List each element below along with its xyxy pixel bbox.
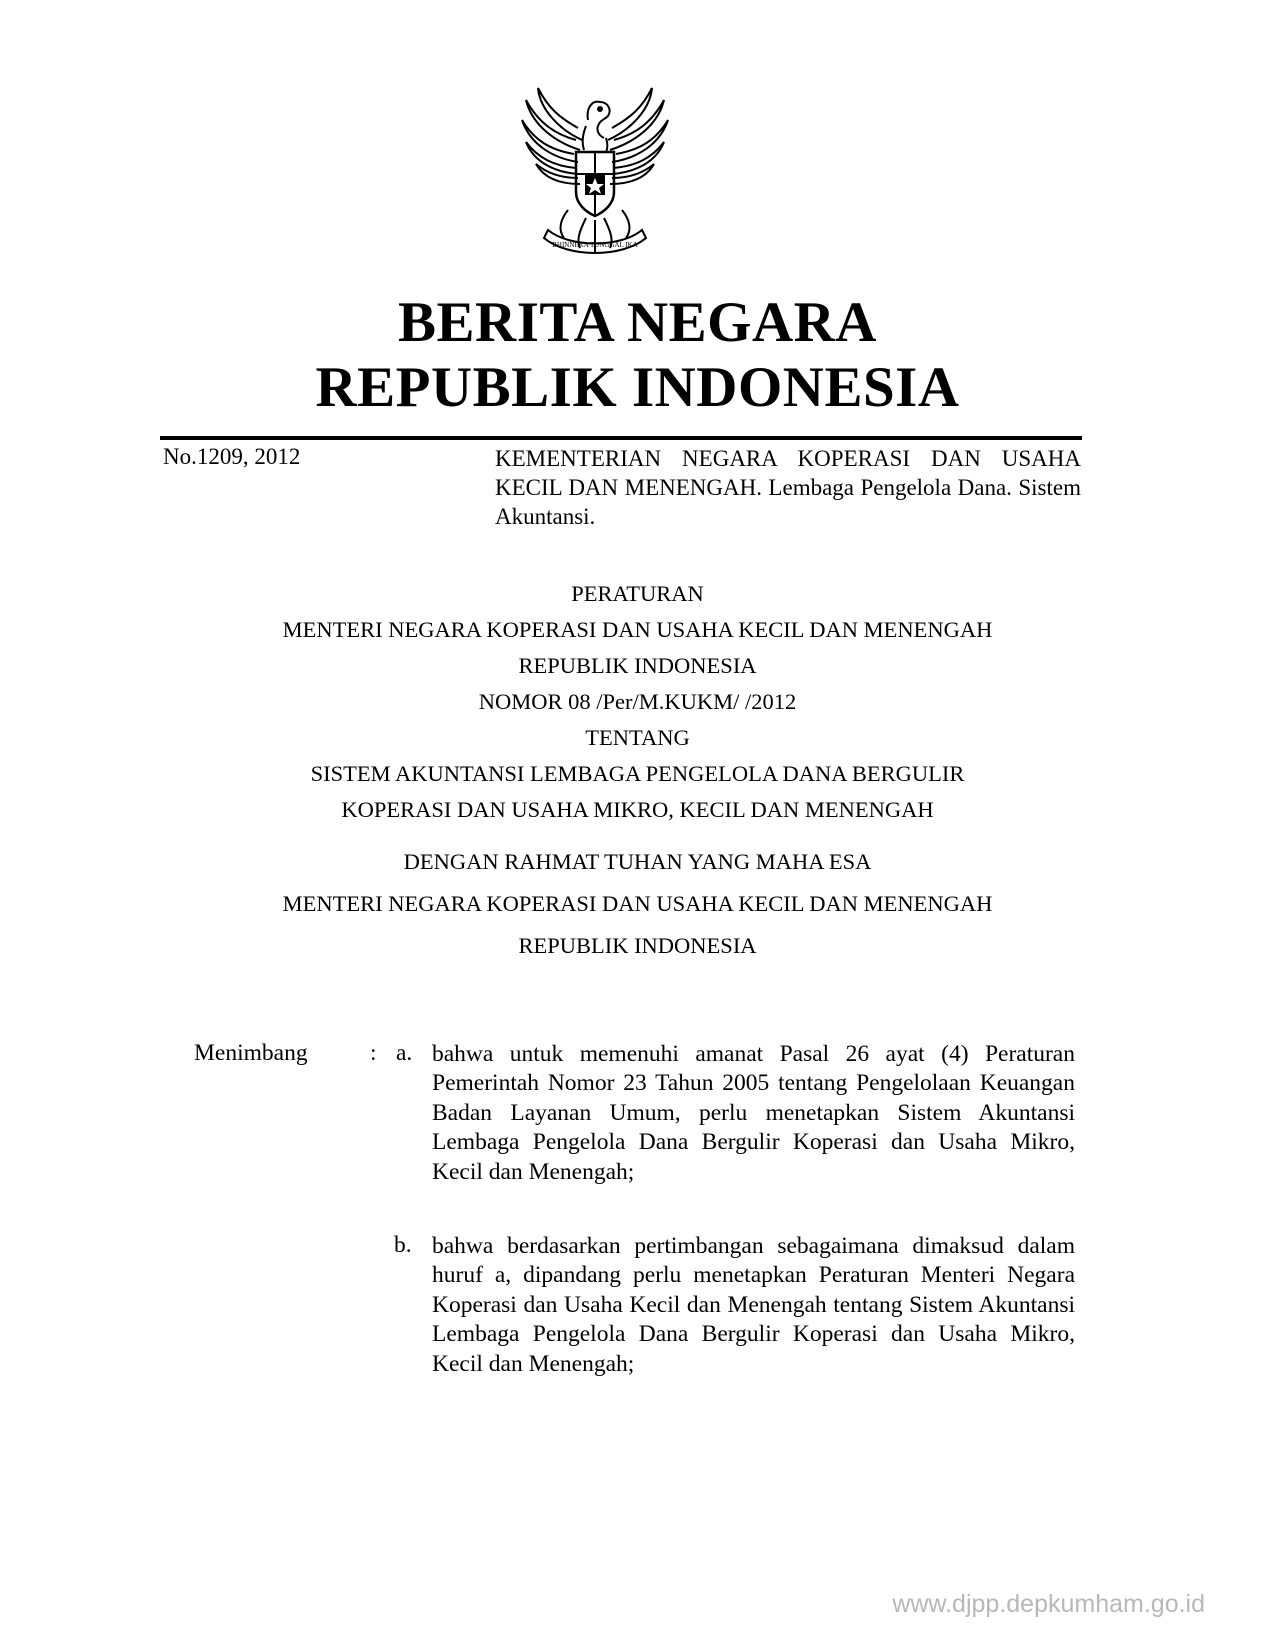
masthead-divider bbox=[160, 436, 1082, 440]
consideration-a-label: a. bbox=[396, 1040, 413, 1066]
footer-url: www.djpp.depkumham.go.id bbox=[892, 1590, 1205, 1618]
regulation-issuer-country: REPUBLIK INDONESIA bbox=[518, 653, 757, 678]
preamble-line1: DENGAN RAHMAT TUHAN YANG MAHA ESA bbox=[403, 849, 872, 874]
considerations-separator: : bbox=[370, 1040, 377, 1066]
regulation-title-line2: KOPERASI DAN USAHA MIKRO, KECIL DAN MENENGAH bbox=[341, 797, 934, 822]
garuda-pancasila-emblem bbox=[520, 80, 670, 270]
regulation-type: PERATURAN bbox=[571, 581, 704, 606]
regulation-about: TENTANG bbox=[585, 725, 690, 750]
emblem-motto: BHINNEKA TUNGGAL IKA bbox=[552, 241, 638, 249]
regulation-title-line1: SISTEM AKUNTANSI LEMBAGA PENGELOLA DANA BERGULIR bbox=[310, 761, 965, 786]
issue-subject: KEMENTERIAN NEGARA KOPERASI DAN USAHA KECIL DAN MENENGAH. Lembaga Pengelola Dana. Sistem Akuntansi. bbox=[495, 446, 1081, 529]
consideration-b-text: bahwa berdasarkan pertimbangan sebagaimana dimaksud dalam huruf a, dipandang perlu menetapkan Peraturan Menteri Negara Koperasi dan Usaha Kecil dan Menengah tentang Sistem Akuntansi Lembaga Pengelola Dana Bergulir Koperasi dan Usaha Mikro, Kecil dan Menengah; bbox=[432, 1233, 1075, 1377]
consideration-a-text: bahwa untuk memenuhi amanat Pasal 26 ayat (4) Peraturan Pemerintah Nomor 23 Tahun 2005 tentang Pengelolaan Keuangan Badan Layanan Umum, perlu menetapkan Sistem Akuntansi Lembaga Pengelola Dana Bergulir Koperasi dan Usaha Mikro, Kecil dan Menengah; bbox=[432, 1041, 1075, 1185]
consideration-b-label: b. bbox=[394, 1232, 412, 1258]
regulation-issuer: MENTERI NEGARA KOPERASI DAN USAHA KECIL DAN MENENGAH bbox=[282, 617, 993, 642]
preamble-line3: REPUBLIK INDONESIA bbox=[518, 933, 757, 958]
issue-number: No.1209, 2012 bbox=[163, 444, 301, 469]
regulation-number: NOMOR 08 /Per/M.KUKM/ /2012 bbox=[478, 689, 797, 714]
masthead-title: BERITA NEGARA bbox=[398, 291, 877, 354]
masthead-subtitle: REPUBLIK INDONESIA bbox=[315, 356, 960, 419]
preamble-line2: MENTERI NEGARA KOPERASI DAN USAHA KECIL DAN MENENGAH bbox=[282, 891, 993, 916]
garuda-emblem-icon bbox=[520, 80, 670, 270]
considerations-heading: Menimbang bbox=[194, 1040, 308, 1066]
